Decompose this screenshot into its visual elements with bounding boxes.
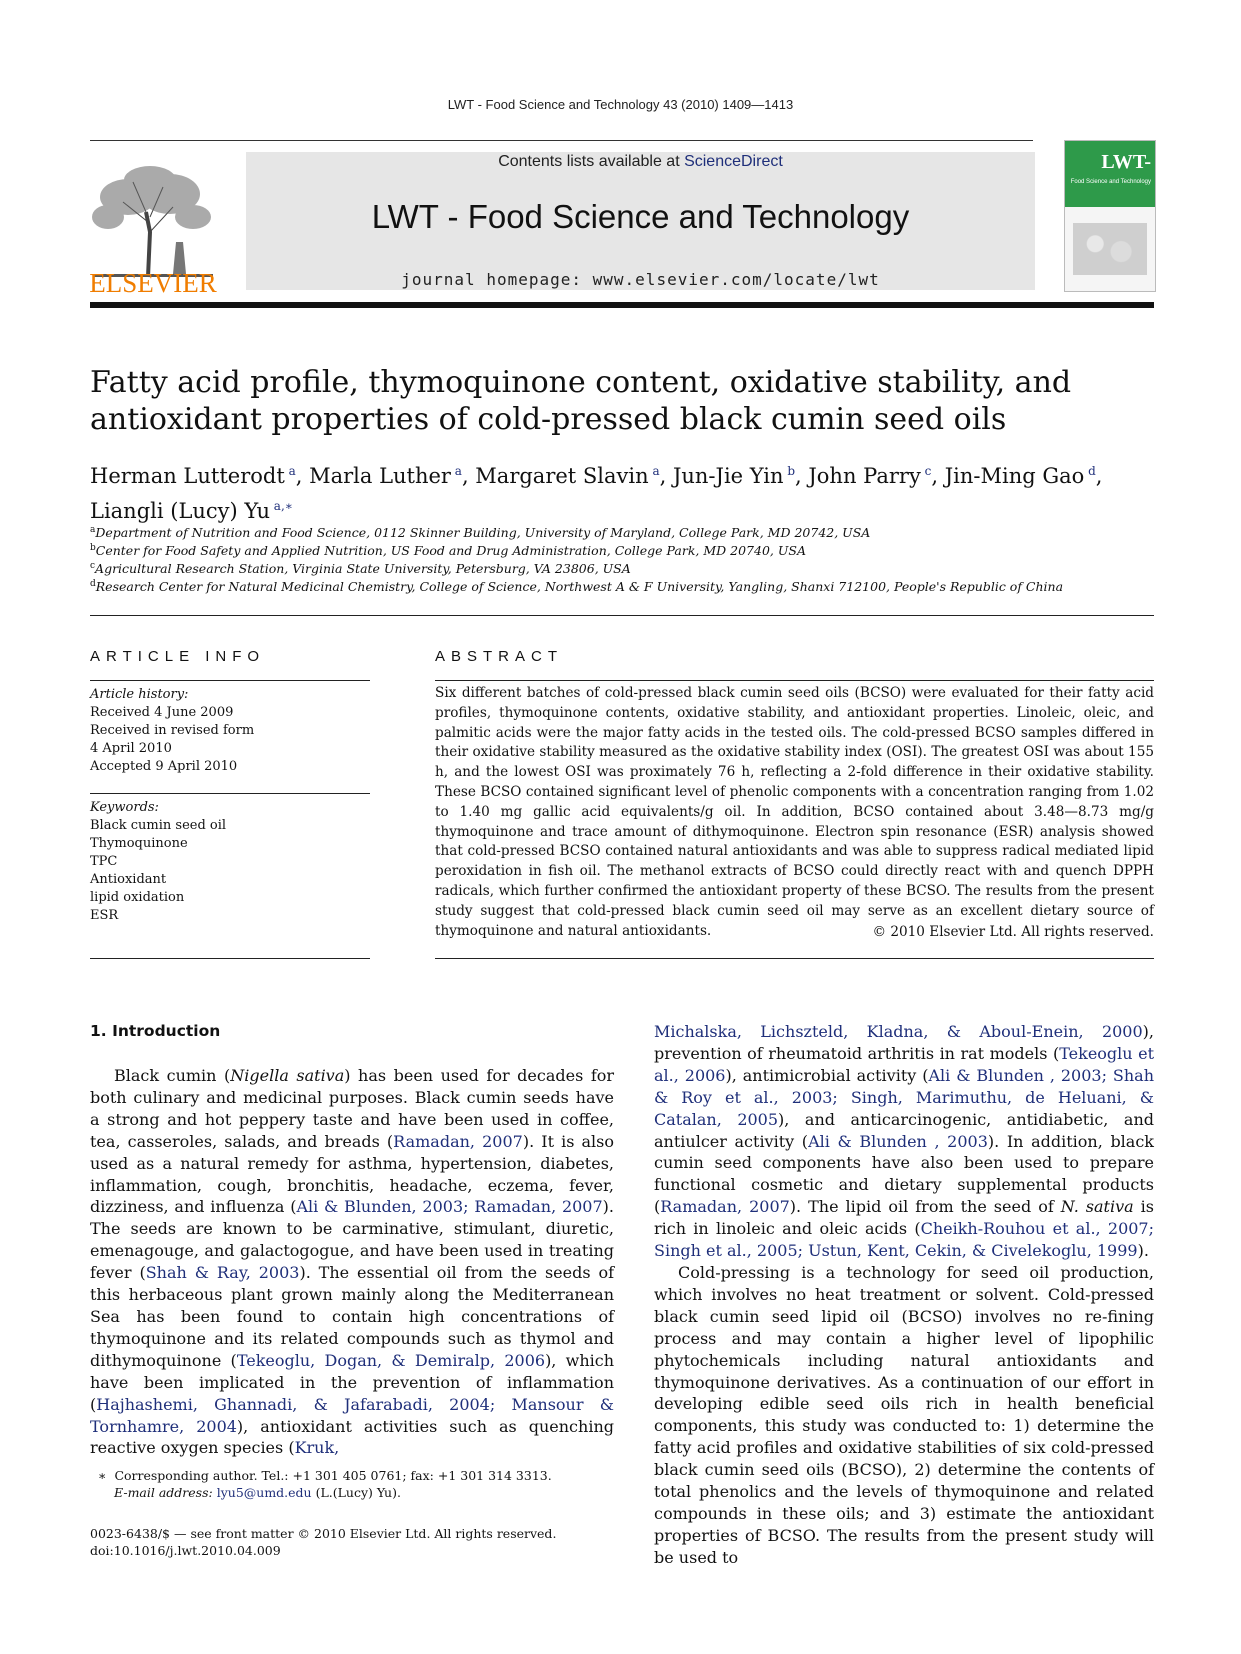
citation-link[interactable]: Ali & Blunden, 2003; Ramadan, 2007 xyxy=(296,1197,603,1217)
history-item: Received in revised form xyxy=(90,723,255,738)
cover-subtitle: Food Science and Technology xyxy=(1070,179,1151,185)
author-name: Jun-Jie Yin xyxy=(672,464,784,488)
email-link[interactable]: lyu5@umd.edu xyxy=(216,1485,312,1500)
affiliation-a xyxy=(90,525,1154,540)
author-name: Herman Lutterodt xyxy=(90,464,285,488)
article-info-bottom-rule xyxy=(90,958,370,959)
body-text: ), and anticarcinogenic, antidiabetic, and antiulcer activity ( xyxy=(654,1109,1154,1151)
affiliation-text: Center for Food Safety and Applied Nutrition, US Food and Drug Administration, College Park, MD 20740, USA xyxy=(95,543,806,559)
footnote-star: ∗ xyxy=(98,1468,107,1483)
article-title: Fatty acid profile, thymoquinone content, oxidative stability, and antioxidant properties of cold-pressed black cumin seed oils xyxy=(90,365,1072,437)
affiliation-text: Department of Nutrition and Food Science, 0112 Skinner Building, University of Maryland, College Park, MD 20742, USA xyxy=(95,525,871,541)
corresponding-line xyxy=(98,1467,618,1484)
article-info-rule xyxy=(90,680,370,681)
affiliation-marker: b xyxy=(90,543,96,553)
affiliation-text: Research Center for Natural Medicinal Chemistry, College of Science, Northwest A & F University, Yangling, Shanxi 712100, People's Republic of China xyxy=(95,579,1064,595)
abstract-text: Six different batches of cold-pressed black cumin seed oils (BCSO) were evaluated for their fatty acid profiles, thymoquinone contents, oxidative stability, and antioxidant properties. Linoleic, oleic, and palmitic acids were the major fatty acids in the tested oils. The cold-pressed BCSO samples differed in their oxidative stability measured as the oxidative stability index (OSI). The greatest OSI was about 155 h, and the lowest OSI was proximately 76 h, reflecting a 2-fold difference in their oxidative stability. These BCSO contained significant level of phenolic components with a concentration ranging from 1.02 to 1.40 mg gallic acid equivalents/g oil. In addition, BCSO contained about 3.48—8.73 mg/g thymoquinone and trace amount of dithymoquinone. Electron spin resonance (ESR) analysis showed that cold-pressed BCSO contained natural antioxidants and was able to suppress radical mediated lipid peroxidation in fish oil. The methanol extracts of BCSO could directly react with and quench DPPH radicals, which further confirmed the antioxidant property of these BCSO. The results from the present study suggest that cold-pressed black cumin seed oil may serve as an excellent dietary source of thymoquinone and natural antioxidants. xyxy=(435,685,1154,939)
history-label: Article history: xyxy=(90,687,189,702)
email-suffix: (L.(Lucy) Yu). xyxy=(311,1485,401,1500)
body-text: ). In addition, black cumin seed components have also been used to prepare functional cosmetic and dietary supplemental products ( xyxy=(654,1131,1154,1217)
citation-link[interactable]: Ramadan, 2007 xyxy=(393,1131,523,1151)
body-text: ), which have been implicated in the prevention of inflammation ( xyxy=(90,1350,615,1414)
keyword-item: TPC xyxy=(90,854,118,869)
history-list xyxy=(90,704,370,776)
email-label: E-mail address: xyxy=(114,1485,213,1500)
body-text: ). The lipid oil from the seed of xyxy=(789,1197,1061,1217)
affiliation-rule xyxy=(90,615,1154,616)
intro-right-column xyxy=(654,1021,1154,1569)
front-matter-footer xyxy=(90,1525,650,1559)
journal-homepage[interactable]: journal homepage: www.elsevier.com/locate/lwt xyxy=(401,270,880,289)
affiliation-marker: c xyxy=(90,561,96,571)
citation-link[interactable]: Ali & Blunden , 2003 xyxy=(808,1131,988,1151)
elsevier-wordmark: ELSEVIER xyxy=(89,268,217,298)
keyword-item: lipid oxidation xyxy=(90,890,185,905)
author-affiliation-marker[interactable]: d xyxy=(1084,464,1096,478)
author-name: Margaret Slavin xyxy=(475,464,649,488)
affiliation-text: Agricultural Research Station, Virginia State University, Petersburg, VA 23806, USA xyxy=(95,561,631,577)
history-item: Accepted 9 April 2010 xyxy=(90,759,238,774)
keywords-block xyxy=(90,799,370,925)
citation-link[interactable]: Hajhashemi, Ghannadi, & Jafarabadi, 2004; Mansour & Tornhamre, 2004 xyxy=(90,1394,614,1436)
header-thick-rule xyxy=(90,302,1154,308)
contents-prefix: Contents lists available at xyxy=(498,153,685,170)
author-affiliation-marker[interactable]: a xyxy=(284,464,296,478)
citation-link[interactable]: Michalska, Lichszteld, Kladna, & Aboul-Enein, 2000 xyxy=(654,1022,1143,1041)
journal-cover-thumbnail xyxy=(1064,140,1156,292)
section-heading-introduction: 1. Introduction xyxy=(90,1022,221,1040)
body-text: Black cumin ( xyxy=(114,1066,231,1085)
citation-link[interactable]: Tekeoglu, Dogan, & Demiralp, 2006 xyxy=(236,1350,546,1370)
front-matter-line: 0023-6438/$ — see front matter © 2010 Elsevier Ltd. All rights reserved. xyxy=(90,1526,557,1541)
intro-paragraph-1-cont xyxy=(654,1021,1154,1262)
journal-title: LWT - Food Science and Technology xyxy=(371,198,910,235)
affiliation-b xyxy=(90,543,1154,558)
affiliation-marker: d xyxy=(90,579,96,589)
keyword-item: Thymoquinone xyxy=(90,836,188,851)
doi-line[interactable]: doi:10.1016/j.lwt.2010.04.009 xyxy=(90,1543,281,1558)
running-head: LWT - Food Science and Technology 43 (2010) 1409—1413 xyxy=(447,97,794,112)
affiliation-marker: a xyxy=(90,525,96,535)
citation-link[interactable]: Shah & Ray, 2003 xyxy=(145,1263,300,1283)
keyword-list xyxy=(90,817,370,925)
author-affiliation-marker[interactable]: a xyxy=(648,464,660,478)
italic-term: Nigella sativa xyxy=(230,1066,345,1085)
body-text: ). The essential oil from the seeds of this herbaceous plant grown mainly along the Mediterranean Sea has been found to contain high concentrations of thymoquinone and its related compounds such as thymol and dithymoquinone ( xyxy=(90,1263,615,1370)
body-text: ), prevention of rheumatoid arthritis in rat models ( xyxy=(654,1022,1154,1063)
author-affiliation-marker[interactable]: b xyxy=(783,464,796,478)
abstract-rule xyxy=(435,680,1154,681)
email-line xyxy=(98,1484,618,1501)
keywords-label: Keywords: xyxy=(90,800,159,815)
sciencedirect-link[interactable]: ScienceDirect xyxy=(684,153,783,170)
body-text: is rich in linoleic and oleic acids ( xyxy=(654,1197,1154,1239)
top-rule xyxy=(90,140,1033,141)
body-text: ) has been used for decades for both culinary and medicinal purposes. Black cumin seeds have a strong and hot peppery taste and have been used in coffee, tea, casseroles, salads, and breads ( xyxy=(90,1066,615,1151)
italic-term: N. sativa xyxy=(1060,1197,1134,1217)
citation-link[interactable]: Tekeoglu et al., 2006 xyxy=(654,1043,1155,1085)
citation-link[interactable]: Cheikh-Rouhou et al., 2007; Singh et al., 2005; Ustun, Kent, Cekin, & Civelekoglu, 1999 xyxy=(654,1219,1155,1261)
history-item: 4 April 2010 xyxy=(90,741,172,756)
author-name: John Parry xyxy=(808,464,921,488)
abstract-bottom-rule xyxy=(435,958,1154,959)
citation-link[interactable]: Ramadan, 2007 xyxy=(660,1197,790,1217)
author-affiliation-marker[interactable]: a xyxy=(450,464,462,478)
cover-image xyxy=(1073,223,1147,275)
article-info-heading: ARTICLE INFO xyxy=(90,648,266,665)
body-text: ). xyxy=(1137,1241,1149,1261)
author-name: Liangli (Lucy) Yu xyxy=(90,499,270,523)
body-text: ), antioxidant activities such as quenching reactive oxygen species ( xyxy=(90,1416,614,1458)
citation-link[interactable]: Kruk, xyxy=(294,1438,340,1458)
intro-paragraph-1 xyxy=(90,1065,614,1459)
corresponding-text: Corresponding author. Tel.: +1 301 405 0761; fax: +1 301 314 3313. xyxy=(114,1468,552,1483)
corresponding-author-footnote xyxy=(98,1467,618,1501)
affiliation-d xyxy=(90,579,1154,594)
body-text: ). The seeds are known to be carminative, stimulant, diuretic, emenagouge, and galactogogue, and have been used in treating fever ( xyxy=(90,1197,614,1283)
intro-paragraph-2: Cold-pressing is a technology for seed oil production, which involves no heat treatment or solvent. Cold-pressed black cumin seed lipid oil (BCSO) involves no re-fining process and may contain a higher level of lipophilic phytochemicals including natural antioxidants and thymoquinone derivatives. As a continuation of our effort in developing edible seed oils rich in health beneficial components, this study was conducted to: 1) determine the fatty acid profiles and oxidative stabilities of six cold-pressed black cumin seed oils (BCSO), 2) determine the contents of total phenolics and the levels of thymoquinone and related compounds in these oils; and 3) estimate the antioxidant properties of BCSO. The results from the present study will be used to xyxy=(654,1262,1154,1567)
keyword-item: Black cumin seed oil xyxy=(90,818,227,833)
author-affiliation-marker[interactable]: a,∗ xyxy=(269,499,293,513)
author-affiliation-marker[interactable]: c xyxy=(920,464,932,478)
keyword-item: Antioxidant xyxy=(90,872,167,887)
body-text: ). It is also used as a natural remedy for asthma, hypertension, diabetes, inflammation, cough, bronchitis, headache, eczema, fever, dizziness, and influenza ( xyxy=(90,1131,615,1217)
article-history xyxy=(90,686,370,776)
author-list: Herman Lutterodt $^a$, Marla Luther $^a$, Margaret Slavin $^a$, Jun-Jie Yin $^b$, John Parry $^c$, Jin-Ming Gao $^d$, Liangli (Lucy) Yu $^{a,∗}$ xyxy=(90,464,1103,523)
keywords-rule xyxy=(90,793,370,794)
body-text: ), antimicrobial activity ( xyxy=(725,1065,929,1085)
abstract-heading: ABSTRACT xyxy=(435,648,564,665)
history-item: Received 4 June 2009 xyxy=(90,705,234,720)
contents-line xyxy=(246,153,1035,171)
citation-link[interactable]: Ali & Blunden , 2003; Shah & Roy et al., 2003; Singh, Marimuthu, de Heluani, & Catalan, 2005 xyxy=(654,1065,1155,1129)
abstract-copyright: © 2010 Elsevier Ltd. All rights reserved. xyxy=(872,924,1154,940)
author-name: Marla Luther xyxy=(309,464,451,488)
affiliation-c xyxy=(90,561,1154,576)
keyword-item: ESR xyxy=(90,908,119,923)
cover-title: LWT- xyxy=(1101,151,1151,173)
intro-left-column xyxy=(90,1065,614,1459)
author-name: Jin-Ming Gao xyxy=(944,464,1085,488)
